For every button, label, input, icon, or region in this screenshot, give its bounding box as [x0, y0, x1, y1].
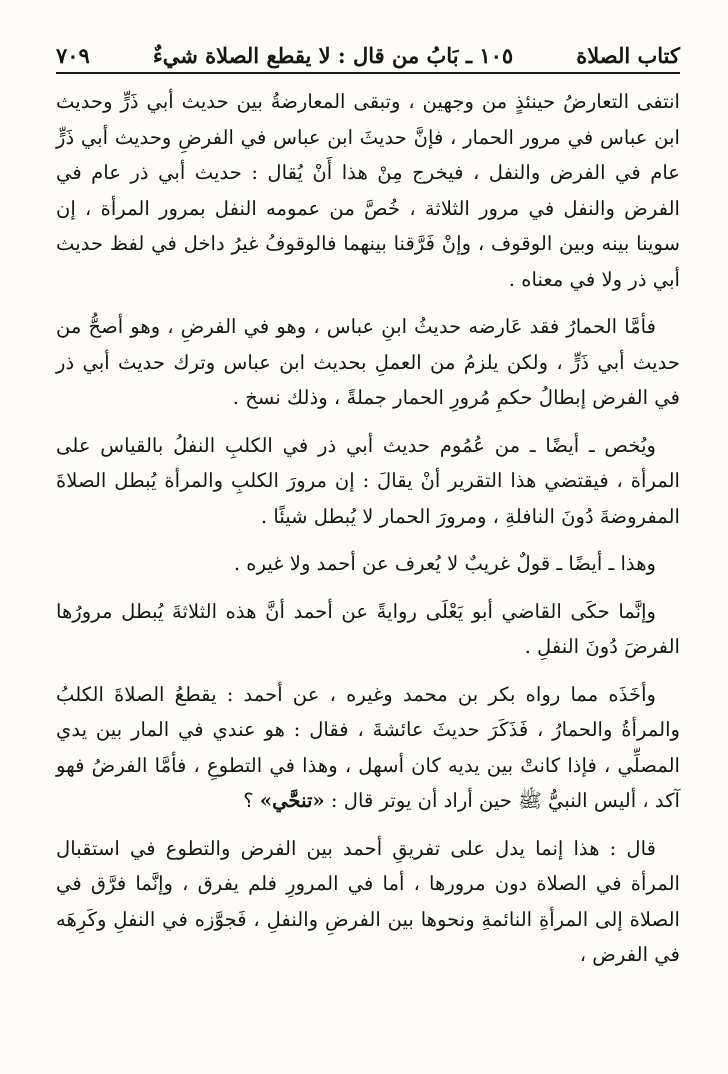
book-title: كتاب الصلاة [576, 43, 680, 68]
page-header [56, 34, 680, 74]
page-body [56, 84, 680, 985]
paragraph: وإنَّما حكَى القاضي أبو يَعْلَى روايةً عن أحمد أنَّ هذه الثلاثةَ يُبطل مرورُها الفرضَ دُونَ النفلِ . [56, 599, 680, 658]
paragraph: وهذا ـ أيضًا ـ قولٌ غريبٌ لا يُعرف عن أحمد ولا غيره . [233, 552, 656, 575]
quote-tail: ؟ [243, 789, 260, 812]
page-number: ٧٠٩ [56, 43, 90, 68]
chapter-title: ١٠٥ ـ بَابُ من قال : لا يقطع الصلاة شيءٌ [152, 43, 514, 68]
paragraph: انتفى التعارضُ حينئذٍ من وجهين ، وتبقى المعارضةُ بين حديث أبي ذَرٍّ وحديث ابن عباس في مرور الحمار ، فإنَّ حديثَ ابن عباس في الفرضِ وحديث أبي ذَرٍّ عام في الفرض والنفل ، فيخرج مِنْ هذا أَنْ يُقال : حديث أبي ذر عام في الفرض والنفل في مرور الثلاثة ، خُصَّ من عمومه النفل بمرور المرأة ، إن سوينا بينه وبين الوقوف ، وإنْ فَرَّقنا بينهما فالوقوفُ غيرُ داخل في لفظ حديث أبي ذر ولا في معناه . [56, 90, 680, 291]
paragraph-with-quote [56, 677, 680, 819]
paragraph: فأمَّا الحمارُ فقد عَارضه حديثُ ابنِ عباس ، وهو في الفرضِ ، وهو أصحُّ من حديث أبي ذَرٍّ ، ولكن يلزمُ من العملِ بحديث ابن عباس وترك حديث أبي ذر في الفرض إبطالُ حكمِ مُرورِ الحمار جملةً ، وذلك نسخ . [56, 315, 680, 409]
paragraph: قال : هذا إنما يدل على تفريقِ أحمد بين الفرض والتطوع في استقبال المرأة في الصلاة دون مرورها ، أما في المرورِ فلم يفرق ، وإنَّما فرَّق في الصلاة إلى المرأةِ النائمةِ ونحوها بين الفرضِ والنفلِ ، فَجوَّزه في النفلِ وكَرِهَه في الفرض ، [56, 836, 680, 966]
paragraph-text: وأخَذَه مما رواه بكر بن محمد وغيره ، عن أحمد : يقطعُ الصلاةَ الكلبُ والمرأةُ والحمارُ ، فَذَكَرَ حديثَ عائشةَ ، فقال : هو عندي في المار بين يدي المصلِّي ، فإذا كانتْ بين يديه كان أسهل ، وهذا في التطوعِ ، فأمَّا الفرضُ فهو آكد ، أليس النبيُّ ﷺ حين أراد أن يوتر قال : [56, 682, 680, 812]
hadith-quote: «تنحَّي» [259, 789, 325, 812]
paragraph: ويُخص ـ أيضًا ـ من عُمُوم حديث أبي ذر في الكلبِ النفلُ بالقياس على المرأة ، فيقتضي هذا التقرير أنْ يقالَ : إن مرورَ الكلبِ والمرأة يُبطل الصلاةَ المفروضةَ دُونَ النافلةِ ، ومرورَ الحمار لا يُبطل شيئًا . [56, 433, 680, 528]
